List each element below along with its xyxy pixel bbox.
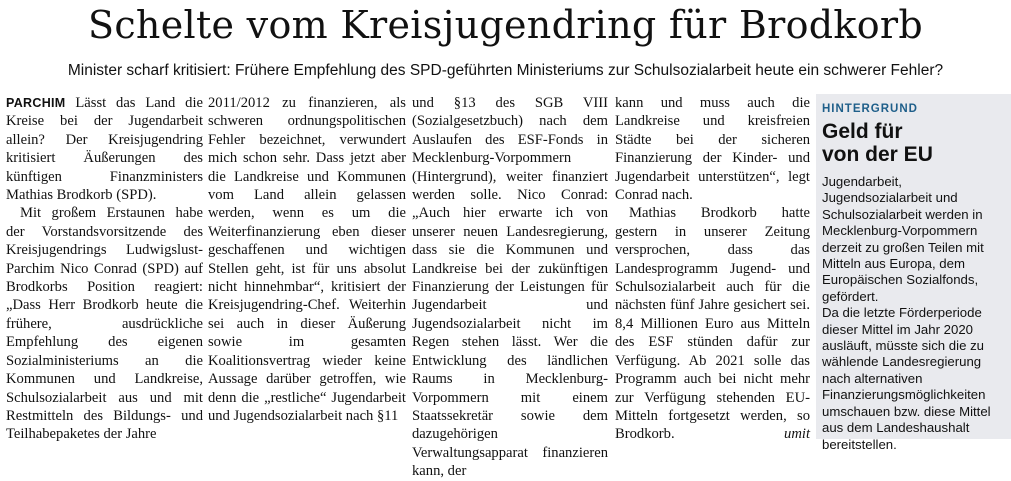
article-column-1 xyxy=(6,94,203,444)
article-paragraph: und §13 des SGB VIII (Sozialgesetzbuch) nach dem Auslaufen des ESF-Fonds in Mecklenburg-Vorpommern (Hintergrund), weiter finanziert werden solle. Nico Conrad: „Auch hier erwarte ich von unserer neuen Landesregierung, dass sie die Kommunen und Landkreise bei der zukünftigen Finanzierung der Leistungen für Jugendarbeit und Jugendsozialarbeit nicht im Regen stehen lässt. Wer die Entwicklung des ländlichen Raums in Mecklenburg-Vorpommern mit einem Staatssekretär sowie dem dazugehörigen Verwaltungsapparat finanzieren kann, der xyxy=(412,95,608,480)
headline: Schelte vom Kreisjugendring für Brodkorb xyxy=(88,3,923,47)
sidebar-paragraph: Jugendarbeit, Jugendsozialarbeit und Schulsozialarbeit werden in Mecklenburg-Vorpommern derzeit zu großen Teilen mit Mitteln aus Europa, dem Europäischen Sozialfonds, gefördert. xyxy=(822,174,984,304)
article-paragraph xyxy=(6,94,203,204)
article-paragraph: Mit großem Erstaunen habe der Vorstandsvorsitzende des Kreisjugendrings Ludwigslust-Parchim Nico Conrad (SPD) auf Brodkorbs Position reagiert: „Dass Herr Brodkorb heute die frühere, ausdrückliche Empfehlung des eigenen Sozialministeriums an die Kommunen und Landkreise, Schulsozialarbeit aus und mit Restmitteln des Bildungs- und Teilhabepaketes der Jahre xyxy=(6,205,203,443)
sidebar-text xyxy=(822,174,1005,453)
article-column-4 xyxy=(615,94,810,444)
subheadline: Minister scharf kritisiert: Frühere Empfehlung des SPD-geführten Ministeriums zur Schulsozialarbeit heute ein schwerer Fehler? xyxy=(67,62,944,79)
paragraph-text: Mathias Brodkorb hatte gestern in unserer Zeitung versprochen, dass das Landesprogramm Jugend- und Schulsozialarbeit auch für die nächsten fünf Jahre gesichert sei. 8,4 Millionen Euro aus Mitteln des ESF stünden dafür zur Verfügung. Ab 2021 solle das Programm auch bei nicht mehr zur Verfügung stehenden EU-Mitteln fortgesetzt werden, so Brodkorb. xyxy=(615,205,810,443)
sidebar-title xyxy=(822,120,1005,166)
article-column-2 xyxy=(208,94,406,425)
dateline: PARCHIM xyxy=(6,96,66,110)
background-sidebar xyxy=(816,94,1011,452)
article-paragraph: kann und muss auch die Landkreise und kreisfreien Städte bei der sicheren Finanzierung der Kinder- und Jugendarbeit unterstützen“, legt Conrad nach. xyxy=(615,95,810,204)
sidebar-title-line-2: von der EU xyxy=(822,143,933,166)
article-column-3 xyxy=(412,94,608,481)
article-paragraph xyxy=(615,204,810,443)
paragraph-text: Lässt das Land die Kreise bei der Jugendarbeit allein? Der Kreisjugendring kritisiert Äußerungen des künftigen Finanzministers Mathias Brodkorb (SPD). xyxy=(6,95,203,204)
sidebar-kicker: HINTERGRUND xyxy=(822,103,918,115)
author-signature: umit xyxy=(784,426,810,443)
article-paragraph: 2011/2012 zu finanzieren, als schweren ordnungspolitischen Fehler bezeichnet, verwundert mich schon sehr. Dass jetzt aber die Landkreise und Kommunen vom Land allein gelassen werden, wenn es um die Weiterfinanzierung eben dieser geschaffenen und wichtigen Stellen geht, ist für uns absolut nicht hinnehmbar“, kritisiert der Kreisjugendring-Chef. Weiterhin sei auch in dieser Äußerung sowie im gesamten Koalitionsvertrag wieder keine Aussage darüber getroffen, wie denn die „restliche“ Jugendarbeit und Jugendsozialarbeit nach §11 xyxy=(208,95,406,424)
sidebar-paragraph: Da die letzte Förderperiode dieser Mittel im Jahr 2020 ausläuft, müsste sich die zu wählende Landesregierung nach alternativen Finanzierungsmöglichkeiten umschauen bzw. diese Mittel aus dem Landeshaushalt bereitstellen. xyxy=(822,305,991,452)
sidebar-title-line-1: Geld für xyxy=(822,120,903,143)
